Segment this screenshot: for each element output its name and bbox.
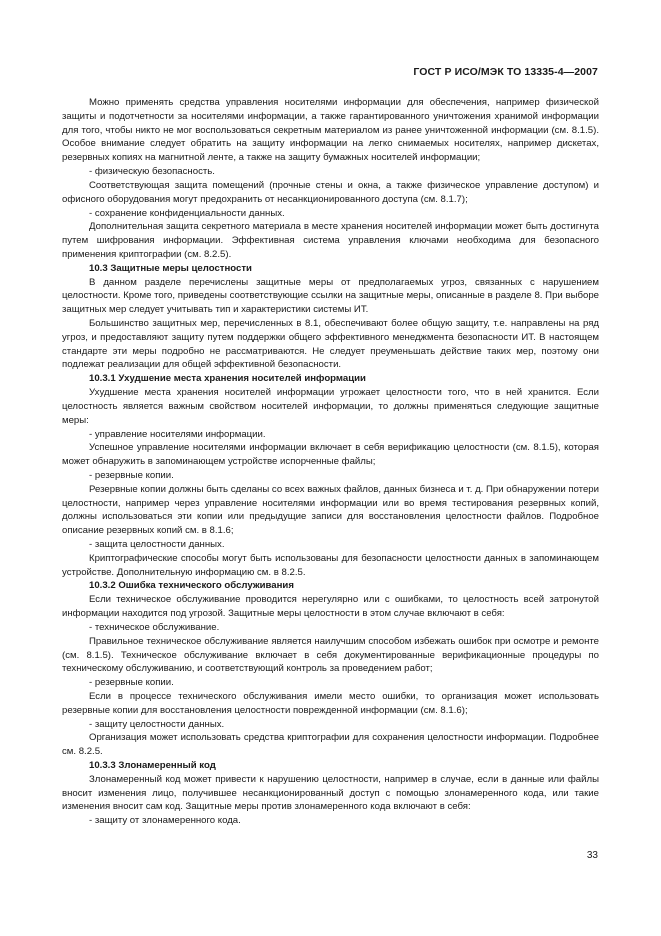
paragraph: Если техническое обслуживание проводится нерегулярно или с ошибками, то целостность всей затронутой информации находится под угрозой. Защитные меры целостности в этом случае включают в себя: (62, 594, 599, 620)
section-heading-10-3-2: 10.3.2 Ошибка технического обслуживания (89, 580, 294, 592)
list-item: - резервные копии. (89, 677, 174, 689)
paragraph: Ухудшение места хранения носителей информации угрожает целостности того, что в ней хранится. Если целостность является важным свойством носителей информации, то должны применяться следующие защитные меры: (62, 387, 599, 426)
standard-header: ГОСТ Р ИСО/МЭК ТО 13335-4—2007 (413, 66, 598, 78)
paragraph: Организация может использовать средства криптографии для сохранения целостности информации. Подробнее см. 8.2.5. (62, 732, 599, 758)
document-body (62, 96, 599, 828)
list-item: - защита целостности данных. (89, 539, 225, 550)
list-item: - сохранение конфиденциальности данных. (89, 207, 285, 219)
list-item: - управление носителями информации. (89, 428, 266, 440)
section-heading-10-3-3: 10.3.3 Злонамеренный код (89, 760, 216, 771)
paragraph: Можно применять средства управления носителями информации для обеспечения, например физической защиты и подотчетности за носителями информации, а также гарантированного уничтожения хранимой информации для того, чтобы никто не мог воспользоваться секретным материалом из ранее уничтоженной информации (см. 8.1.5). Особое внимание следует обратить на защиту информации на легко снимаемых носителях, например дискетах, резервных копиях на магнитной ленте, а также на защиту бумажных носителей информации; (62, 97, 599, 164)
list-item: - физическую безопасность. (89, 166, 215, 178)
paragraph: Резервные копии должны быть сделаны со всех важных файлов, данных бизнеса и т. д. При обнаружении потери целостности, например через управление носителями информации или во время тестирования резервных копий, должны использоваться эти копии или предыдущие записи для восстановления целостности файлов. Подробное описание резервных копий см. в 8.1.6; (62, 483, 599, 537)
list-item: - защиту от злонамеренного кода. (89, 815, 241, 827)
list-item: - резервные копии. (89, 469, 174, 481)
section-heading-10-3: 10.3 Защитные меры целостности (89, 262, 252, 274)
list-item: - техническое обслуживание. (89, 621, 220, 633)
list-item: - защиту целостности данных. (89, 718, 225, 730)
paragraph: Успешное управление носителями информации включает в себя верификацию целостности (см. 8.1.5), которая может обнаружить в запоминающем устройстве испорченные файлы; (62, 442, 599, 468)
paragraph: Злонамеренный код может привести к нарушению целостности, например в случае, если в данные или файлы вносит изменения лицо, получившее несанкционированный доступ с помощью злонамеренного кода, или такие изменения вносит сам код. Защитные меры против злонамеренного кода включают в себя: (62, 773, 599, 813)
paragraph: Соответствующая защита помещений (прочные стены и окна, а также физическое управление доступом) и офисного оборудования могут предохранить от несанкционированного доступа (см. 8.1.7); (62, 179, 599, 205)
paragraph: Большинство защитных мер, перечисленных в 8.1, обеспечивают более общую защиту, т.е. направлены на ряд угроз, и предоставляют защиту путем поддержки общего эффективного менеджмента безопасности ИТ. В настоящем стандарте эти меры подробно не рассматриваются. Не следует преуменьшать действие таких мер, поэтому они подлежат реализации для общей эффективной безопасности. (62, 318, 599, 371)
page-number: 33 (586, 850, 598, 861)
paragraph: В данном разделе перечислены защитные меры от предполагаемых угроз, связанных с нарушением целостности. Кроме того, приведены соответствующие ссылки на защитные меры, описанные в разделе 8. При выборе защитных мер следует учитывать тип и характеристики системы ИТ. (62, 276, 599, 316)
paragraph: Если в процессе технического обслуживания имели место ошибки, то организация может использовать резервные копии для восстановления целостности поврежденной информации (см. 8.1.6); (62, 690, 599, 716)
paragraph: Правильное техническое обслуживание является наилучшим способом избежать ошибок при осмотре и ремонте (см. 8.1.5). Техническое обслуживание включает в себя документированные верификационные процедуры по техническому обслуживанию, и соответствующий контроль за проведением работ; (62, 635, 599, 675)
section-heading-10-3-1: 10.3.1 Ухудшение места хранения носителей информации (89, 373, 366, 385)
paragraph: Дополнительная защита секретного материала в месте хранения носителей информации может быть достигнута путем шифрования информации. Эффективная система управления ключами необходима для безопасного применения криптографии (см. 8.2.5). (62, 221, 599, 260)
paragraph: Криптографические способы могут быть использованы для безопасности целостности данных в запоминающем устройстве. Дополнительную информацию см. в 8.2.5. (62, 552, 599, 578)
